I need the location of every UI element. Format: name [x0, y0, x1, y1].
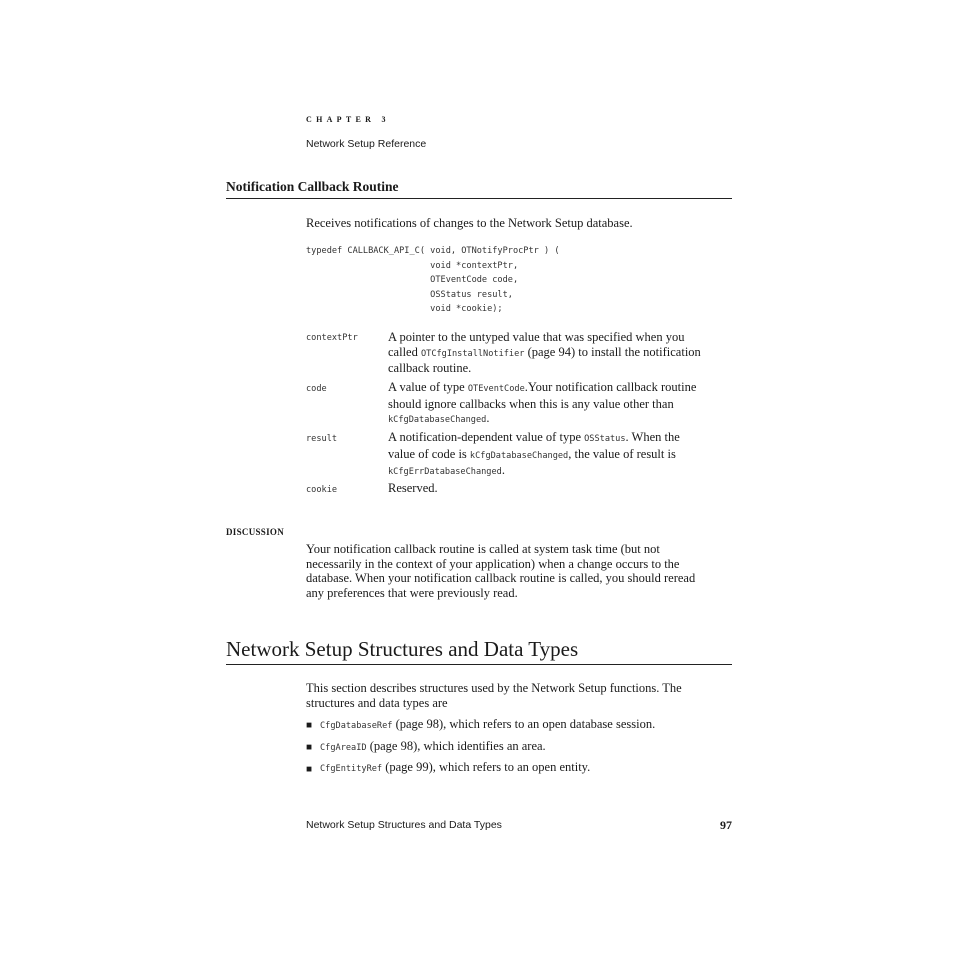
section-summary: Receives notifications of changes to the Network Setup database. — [306, 216, 633, 230]
param-desc-code — [388, 380, 734, 428]
bullet-glyph: ■ — [306, 764, 313, 775]
param-name-result: result — [306, 434, 338, 444]
bullet-glyph: ■ — [306, 720, 313, 731]
text-run: called — [388, 344, 421, 359]
bullet-glyph: ■ — [306, 742, 313, 753]
intro-line: This section describes structures used by the Network Setup functions. The — [306, 681, 682, 695]
list-item-text: (page 98), which refers to an open database session. — [392, 717, 656, 731]
text-run: (page 94) to install the notification — [524, 344, 701, 359]
list-item — [320, 760, 590, 775]
code-ref: kCfgDatabaseChanged — [388, 415, 487, 426]
text-run: A notification-dependent value of type — [388, 430, 585, 444]
code-ref: CfgAreaID — [320, 743, 367, 753]
param-desc-result — [388, 430, 734, 480]
param-desc-line — [388, 380, 734, 397]
discussion-line: necessarily in the context of your application) when a change occurs to the — [306, 556, 680, 571]
code-ref: CfgDatabaseRef — [320, 721, 393, 731]
param-desc-line — [388, 345, 734, 362]
param-desc-contextptr — [388, 330, 734, 376]
param-desc-line: should ignore callbacks when this is any value other than — [388, 396, 674, 411]
code-ref: kCfgDatabaseChanged — [469, 450, 569, 461]
discussion-label: DISCUSSION — [226, 527, 285, 537]
discussion-line: database. When your notification callback routine is called, you should reread — [306, 571, 696, 586]
structures-rule — [226, 664, 732, 665]
code-line: void *contextPtr, — [306, 260, 519, 271]
param-desc-line — [388, 411, 734, 428]
code-line: typedef CALLBACK_API_C( void, OTNotifyProcPtr ) ( — [306, 246, 560, 256]
intro-line: structures and data types are — [306, 695, 448, 710]
param-desc-line — [388, 463, 734, 480]
footer-section-title: Network Setup Structures and Data Types — [306, 819, 502, 831]
param-desc-line — [388, 447, 734, 464]
discussion-text — [306, 542, 695, 601]
code-line: OSStatus result, — [306, 289, 513, 300]
code-line: void *cookie); — [306, 304, 503, 314]
code-ref: OTEventCode — [467, 384, 525, 394]
chapter-label: CHAPTER 3 — [306, 115, 390, 124]
code-ref: OSStatus — [584, 434, 626, 444]
param-desc-cookie — [388, 481, 734, 496]
list-item — [320, 739, 546, 754]
structures-heading: Network Setup Structures and Data Types — [226, 637, 579, 661]
section-rule — [226, 198, 732, 199]
discussion-line: Your notification callback routine is called at system task time (but not — [306, 542, 660, 556]
param-name-code: code — [306, 384, 327, 394]
code-line: OTEventCode code, — [306, 275, 519, 285]
text-run: .Your notification callback routine — [524, 380, 697, 394]
running-header: Network Setup Reference — [306, 138, 427, 150]
list-item-text: (page 99), which refers to an open entity. — [382, 760, 591, 774]
param-name-cookie: cookie — [306, 485, 338, 495]
param-desc-line: Reserved. — [388, 481, 438, 495]
text-run: . — [501, 463, 505, 478]
param-name-contextptr: contextPtr — [306, 333, 358, 343]
code-ref: CfgEntityRef — [320, 764, 383, 774]
param-desc-line: A pointer to the untyped value that was specified when you — [388, 330, 685, 344]
list-item — [320, 717, 655, 732]
code-ref: kCfgErrDatabaseChanged — [388, 467, 502, 478]
text-run: . When the — [625, 430, 680, 444]
text-run: , the value of result is — [568, 446, 676, 461]
page-number: 97 — [720, 818, 732, 832]
text-run: value of code is — [388, 446, 470, 461]
section-heading: Notification Callback Routine — [226, 179, 399, 194]
discussion-line: any preferences that were previously read. — [306, 586, 518, 601]
text-run: . — [486, 411, 490, 426]
list-item-text: (page 98), which identifies an area. — [366, 739, 546, 753]
param-desc-line — [388, 430, 734, 447]
param-desc-line: callback routine. — [388, 361, 472, 376]
structures-intro — [306, 681, 682, 710]
code-ref: OTCfgInstallNotifier — [420, 348, 525, 359]
code-block — [306, 244, 560, 317]
text-run: A value of type — [388, 380, 468, 394]
